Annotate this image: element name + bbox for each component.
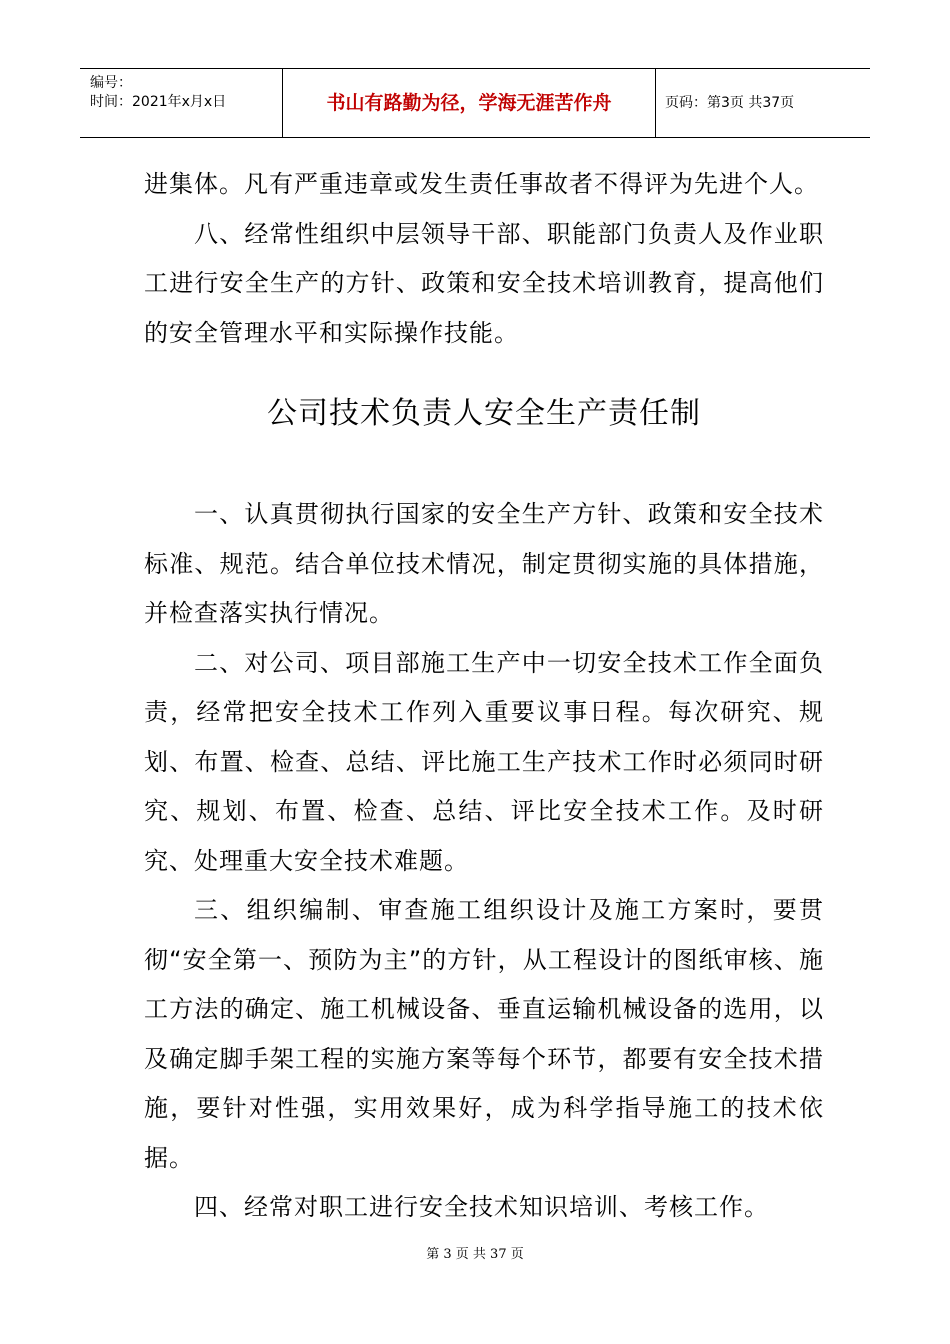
motto-text: 书山有路勤为径，学海无涯苦作舟 <box>326 92 612 114</box>
page-header <box>80 68 870 138</box>
paragraph-item-2: 二、对公司、项目部施工生产中一切安全技术工作全面负责，经常把安全技术工作列入重要议事日程。每次研究、规划、布置、检查、总结、评比施工生产技术工作时必须同时研究、规划、布置、检查、总结、评比安全技术工作。及时研究、处理重大安全技术难题。 <box>144 648 824 875</box>
number-label: 编号： <box>90 75 132 91</box>
page-footer: 第 3 页 共 37 页 <box>426 1247 524 1262</box>
header-motto-cell <box>282 69 656 137</box>
section-title: 公司技术负责人安全生产责任制 <box>267 396 701 431</box>
header-page-cell <box>655 69 870 137</box>
page-code: 页码：第3页 共37页 <box>665 95 795 111</box>
header-info-cell <box>80 69 280 137</box>
paragraph-item-4: 四、经常对职工进行安全技术知识培训、考核工作。 <box>194 1193 769 1221</box>
continuation-paragraph: 进集体。凡有严重违章或发生责任事故者不得评为先进个人。 <box>144 170 819 198</box>
paragraph-item-3: 三、组织编制、审查施工组织设计及施工方案时，要贯彻“安全第一、预防为主”的方针，从工程设计的图纸审核、施工方法的确定、施工机械设备、垂直运输机械设备的选用，以及确定脚手架工程的实施方案等每个环节，都要有安全技术措施，要针对性强，实用效果好，成为科学指导施工的技术依据。 <box>144 896 824 1172</box>
paragraph-item-1: 一、认真贯彻执行国家的安全生产方针、政策和安全技术标准、规范。结合单位技术情况，制定贯彻实施的具体措施，并检查落实执行情况。 <box>144 500 824 627</box>
time-label: 时间：2021年x月x日 <box>90 94 227 110</box>
document-body <box>144 160 824 1233</box>
paragraph-item-8: 八、经常性组织中层领导干部、职能部门负责人及作业职工进行安全生产的方针、政策和安全技术培训教育，提高他们的安全管理水平和实际操作技能。 <box>144 219 824 347</box>
